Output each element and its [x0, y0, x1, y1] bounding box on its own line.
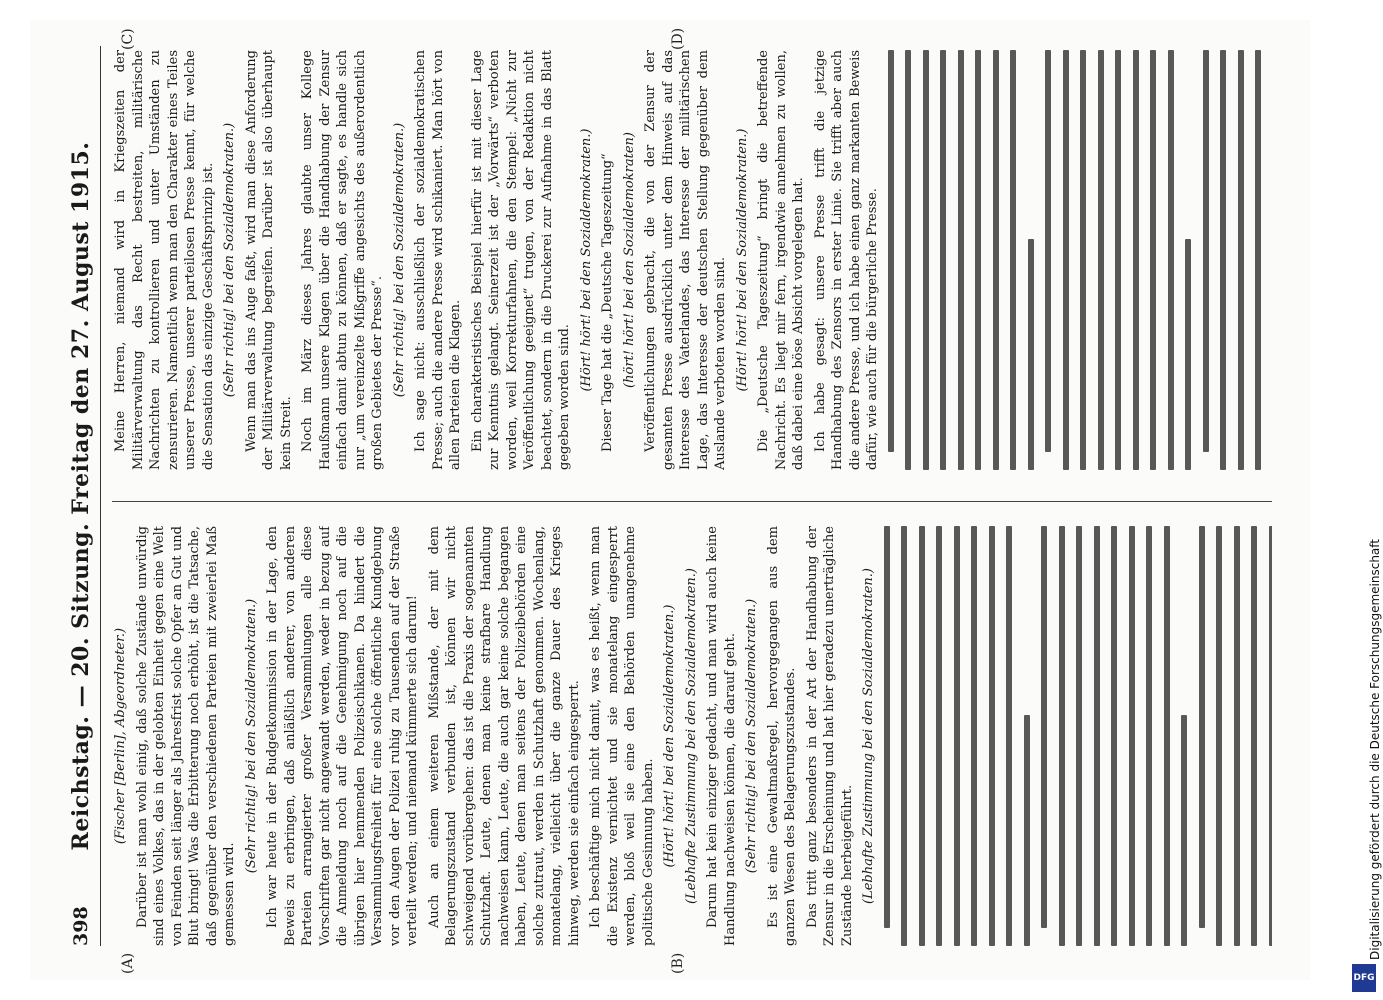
paragraph: Auch an einem weiteren Mißstande, der mit dem Belagerungszustand verbunden ist, können wir nicht schweigend vorübergehen: das ist die Praxis der sogenannten Schutzhaft. Leute, denen man keine strafbare Handlung nachweisen kann, Leute, die auch gar keine solche begangen haben, Leute, denen man seitens der Polizeibehörden eine solche zutraut, werden in Schutzhaft genommen. Wochenlang, monatelang, vielleicht über die ganze Dauer des Krieges hinweg, werden sie einfach eingesperrt. [426, 526, 582, 946]
margin-mark-c: (C) [120, 28, 136, 50]
paragraph: Wenn man das ins Auge faßt, wird man diese Anforderung der Militärverwaltung begreifen. Darüber ist also überhaupt kein Streit. [243, 50, 294, 470]
paragraph: Es ist eine Gewaltmaßregel, hervorgegangen aus dem ganzen Wesen des Belagerungszustandes. [765, 526, 798, 946]
paragraph: (Sehr richtig! bei den Sozialdemokraten.) [744, 598, 759, 874]
page-header [60, 46, 101, 946]
page-title: Reichstag. — 20. Sitzung. Freitag den 27. August 1915. [68, 141, 94, 851]
paragraph: (Hört! hört! bei den Sozialdemokraten.) [662, 604, 677, 868]
paragraph: (Lebhafte Zustimmung bei den Sozialdemokraten.) [861, 568, 876, 904]
text-texture [888, 50, 1273, 470]
paragraph: (Hört! hört! bei den Sozialdemokraten.) [578, 128, 594, 392]
paragraph: Meine Herren, niemand wird in Kriegszeiten der Militärverwaltung das Recht bestreiten, militärische Nachrichten zu kontrollieren und unter Umständen zu zensurieren. Namentlich wenn man den Charakter eines Teiles unserer Presse, unserer parteilosen Presse kennt, für welche die Sensation das einzige Geschäftsprinzip ist. [113, 50, 216, 470]
paragraph: Die „Deutsche Tageszeitung“ bringt die betreffende Nachricht. Es liegt mir fern, irgendwie annehmen zu wollen, daß dabei eine böse Absicht vorgelegen hat. [756, 50, 806, 470]
credit-text: Digitalisierung gefördert durch die Deutsche Forschungsgemeinschaft [1368, 538, 1382, 960]
dfg-logo: DFG [1352, 964, 1376, 992]
column-divider [112, 501, 1272, 502]
paragraph: (Lebhafte Zustimmung bei den Sozialdemokraten.) [683, 568, 699, 904]
paragraph: Ich habe gesagt: unsere Presse trifft die jetzige Handhabung des Zensors in erster Linie. Sie trifft aber auch die andere Presse, und ich habe einen ganz markanten Beweis dafür, wie auch für die bürgerliche Presse. [812, 50, 880, 470]
paragraph: Ein charakteristisches Beispiel hierfür ist mit dieser Lage zur Kenntnis gelangt. Seinerzeit ist der „Vorwärts“ verboten worden, weil Korrekturfahnen, die den Stempel: „Nicht zur Veröffentlichung geeignet“ trugen, von der Redaktion nicht beachtet, sondern in die Druckerei zur Aufnahme in das Blatt gegeben worden sind. [469, 50, 572, 470]
paragraph: (Sehr richtig! bei den Sozialdemokraten.) [222, 122, 237, 398]
paragraph: Ich war heute in der Budgetkommission in der Lage, den Beweis zu erbringen, daß anläßlich anderer, von anderen Parteien arrangierter großer Versammlungen alle diese Vorschriften gar nicht angewandt werden, weder in bezug auf die Anmeldung noch auf die Genehmigung noch auf die übrigen hier hemmenden Polizeischikanen. Da hindert die Versammlungsfreiheit für eine solche öffentliche Kundgebung vor den Augen der Polizei ruhig zu Tausenden auf der Straße verteilt werden; und niemand kümmerte sich darum! [265, 526, 420, 946]
margin-mark-b: (B) [670, 952, 686, 974]
text-texture [884, 526, 1273, 946]
paragraph: Ich sage nicht: ausschließlich der sozialdemokratischen Presse; auch die andere Presse wird schikaniert. Man hört von allen Parteien die Klagen. [413, 50, 463, 470]
left-text-column [112, 526, 1272, 946]
paragraph: (Hört! hört! bei den Sozialdemokraten.) [734, 128, 750, 392]
margin-mark-a: (A) [120, 952, 136, 974]
digitization-credit [1346, 0, 1382, 1000]
paragraph: (hört! hört! bei den Sozialdemokraten) [621, 132, 637, 388]
paragraph: Noch im März dieses Jahres glaubte unser Kollege Haußmann unsere Klagen über die Handhabung der Zensur einfach damit abtun zu können, daß er sagte, es handle sich nur „um vereinzelte Mißgriffe angesichts des außerordentlich großen Gebietes der Presse“. [300, 50, 385, 470]
paragraph: Darüber ist man wohl einig, daß solche Zustände unwürdig sind eines Volkes, das in der gelobten Einheit gegen eine Welt von Feinden seit länger als Jahresfrist solche Opfer an Gut und Blut bringt! Was die Erbitterung noch erhöht, ist die Tatsache, daß gegenüber den verschiedenen Parteien mit zweierlei Maß gemessen wird. [134, 526, 237, 946]
scanned-page [30, 20, 1310, 980]
paragraph: Darum hat kein einziger gedacht, und man wird auch keine Handlung nachweisen können, die darauf geht. [705, 526, 738, 946]
margin-mark-d: (D) [670, 27, 686, 50]
paragraph: Ich beschäftige mich nicht damit, was es heißt, wenn man die Existenz vernichtet und sie monatelang eingesperrt werden, bloß weil sie eine den Behörden unangenehme politische Gesinnung haben. [588, 526, 656, 946]
paragraph: (Sehr richtig! bei den Sozialdemokraten.) [391, 122, 407, 398]
paragraph: Dieser Tage hat die „Deutsche Tageszeitung“ [600, 153, 615, 452]
page-number: 398 [70, 906, 92, 946]
paragraph: Das tritt ganz besonders in der Art der Handhabung der Zensur in die Erscheinung und hat hier geradezu unerträgliche Zustände herbeigeführt. [804, 526, 855, 946]
paragraph: Veröffentlichungen gebracht, die von der Zensur der gesamten Presse ausdrücklich unter dem Hinweis auf das Interesse des Vaterlandes, das Interesse der militärischen Lage, das Interesse der deutschen Stellung gegenüber dem Auslande verboten worden sind. [643, 50, 728, 470]
paragraph: (Fischer [Berlin], Abgeordneter.) [113, 627, 128, 845]
paragraph: (Sehr richtig! bei den Sozialdemokraten.) [243, 598, 259, 874]
right-text-column [112, 50, 1272, 470]
